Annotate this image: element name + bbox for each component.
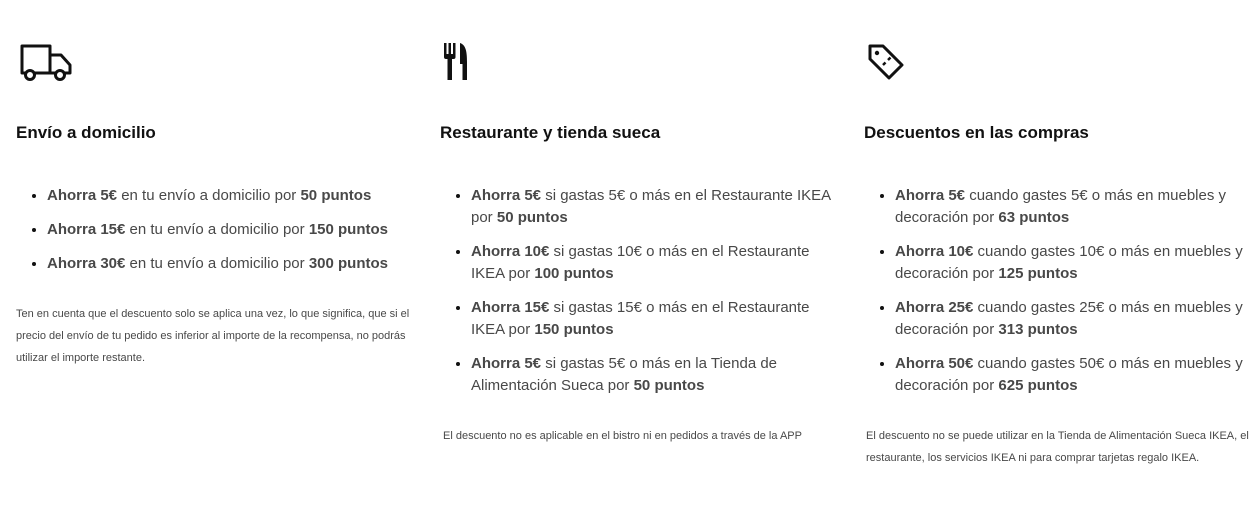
benefit-restaurant: [440, 0, 845, 509]
list-item: • Ahorra 30€ en tu envío a domicilio por 300 puntos: [47, 253, 416, 275]
list-item: • Ahorra 10€ cuando gastes 10€ o más en muebles y decoración por 125 puntos: [895, 241, 1250, 285]
benefit-note: El descuento no se puede utilizar en la Tienda de Alimentación Sueca IKEA, el restaurante, los servicios IKEA ni para comprar tarjetas regalo IKEA.: [866, 430, 1249, 464]
list-item: • Ahorra 5€ si gastas 5€ o más en el Restaurante IKEA por 50 puntos: [471, 185, 845, 229]
benefit-title: Envío a domicilio: [16, 123, 156, 142]
benefit-title: Descuentos en las compras: [864, 123, 1089, 142]
benefit-purchase-discounts: [864, 0, 1250, 509]
list-item: • Ahorra 50€ cuando gastes 50€ o más en muebles y decoración por 625 puntos: [895, 353, 1250, 397]
benefit-list: [864, 185, 1250, 409]
list-item: • Ahorra 25€ cuando gastes 25€ o más en muebles y decoración por 313 puntos: [895, 297, 1250, 341]
price-tag-icon: [864, 40, 908, 84]
benefit-home-delivery: [16, 0, 416, 509]
benefit-title: Restaurante y tienda sueca: [440, 123, 661, 142]
benefit-list: [16, 185, 416, 287]
list-item: • Ahorra 10€ si gastas 10€ o más en el Restaurante IKEA por 100 puntos: [471, 241, 845, 285]
list-item: • Ahorra 5€ cuando gastes 5€ o más en muebles y decoración por 63 puntos: [895, 185, 1250, 229]
benefit-note: El descuento no es aplicable en el bistro ni en pedidos a través de la APP: [443, 430, 802, 442]
list-item: • Ahorra 5€ en tu envío a domicilio por 50 puntos: [47, 185, 416, 207]
fork-knife-icon: [440, 40, 470, 84]
list-item: • Ahorra 15€ si gastas 15€ o más en el Restaurante IKEA por 150 puntos: [471, 297, 845, 341]
benefit-note: Ten en cuenta que el descuento solo se aplica una vez, lo que significa, que si el precio del envío de tu pedido es inferior al importe de la recompensa, no podrás utilizar el importe restante.: [16, 308, 410, 364]
benefit-list: [440, 185, 845, 409]
list-item: • Ahorra 15€ en tu envío a domicilio por 150 puntos: [47, 219, 416, 241]
truck-icon: [16, 40, 74, 84]
list-item: • Ahorra 5€ si gastas 5€ o más en la Tienda de Alimentación Sueca por 50 puntos: [471, 353, 845, 397]
